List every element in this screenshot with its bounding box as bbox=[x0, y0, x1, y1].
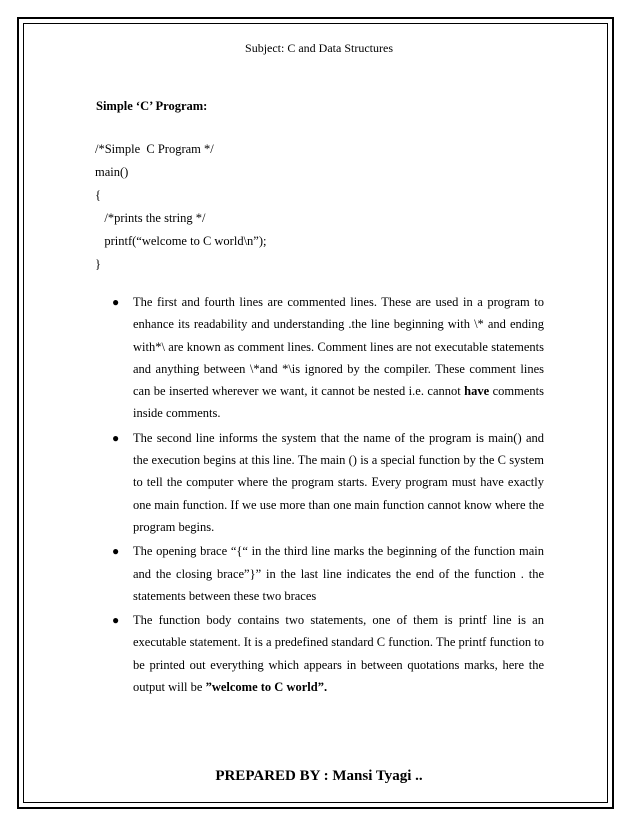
list-item-body: The opening brace “{“ in the third line marks the beginning of the function main and the closing brace”}” in the last line indicates the end of the function . the statements between these two braces bbox=[133, 544, 544, 603]
list-item bbox=[112, 427, 544, 538]
list-item-after: comments inside comments. bbox=[133, 384, 544, 421]
list-item-text bbox=[133, 540, 544, 607]
bullet-icon: ● bbox=[112, 295, 120, 309]
section-title: Simple ‘C’ Program: bbox=[96, 99, 208, 113]
list-item-body: The first and fourth lines are commented lines. These are used in a program to enhance its readability and understanding .the line beginning with \* and ending with*\ are known as comment lines. Comment lines are not executable statements and anything between \*and *\is ignored by the compiler. These comment lines can be inserted wherever we want, it cannot be nested i.e. cannot bbox=[133, 295, 544, 399]
code-line: } bbox=[95, 257, 101, 271]
bullet-icon: ● bbox=[112, 430, 120, 445]
code-line: printf(“welcome to C world\n”); bbox=[95, 234, 267, 248]
code-line: main() bbox=[95, 165, 129, 179]
list-item-body: The second line informs the system that the name of the program is main() and the execution begins at this line. The main () is a special function by the C system to tell the computer where the program starts. Every program must have exactly one main function. If we use more than one main function cannot know where the program begins. bbox=[133, 430, 544, 534]
bullet-list bbox=[112, 291, 544, 700]
bullet-icon: ● bbox=[112, 613, 120, 628]
list-item-text bbox=[133, 609, 544, 698]
list-item-bold: have bbox=[464, 384, 490, 399]
list-item bbox=[112, 291, 544, 425]
list-item-text bbox=[133, 427, 544, 538]
list-item bbox=[112, 540, 544, 607]
list-item bbox=[112, 609, 544, 698]
list-item-body: The function body contains two statements, one of them is printf line is an executable statement. It is a predefined standard C function. The printf function to be printed out everything which appears in between quotations marks, here the output will be bbox=[133, 613, 544, 695]
list-item-bold: ”welcome to C world”. bbox=[205, 680, 328, 695]
code-block bbox=[95, 142, 266, 280]
prepared-by-footer: PREPARED BY : Mansi Tyagi .. bbox=[215, 768, 423, 784]
code-line: /*Simple C Program */ bbox=[95, 142, 214, 156]
list-item-text bbox=[133, 291, 544, 425]
code-line: /*prints the string */ bbox=[95, 211, 206, 225]
code-line: { bbox=[95, 188, 101, 202]
bullet-icon: ● bbox=[112, 544, 120, 559]
subject-header: Subject: C and Data Structures bbox=[245, 41, 393, 55]
